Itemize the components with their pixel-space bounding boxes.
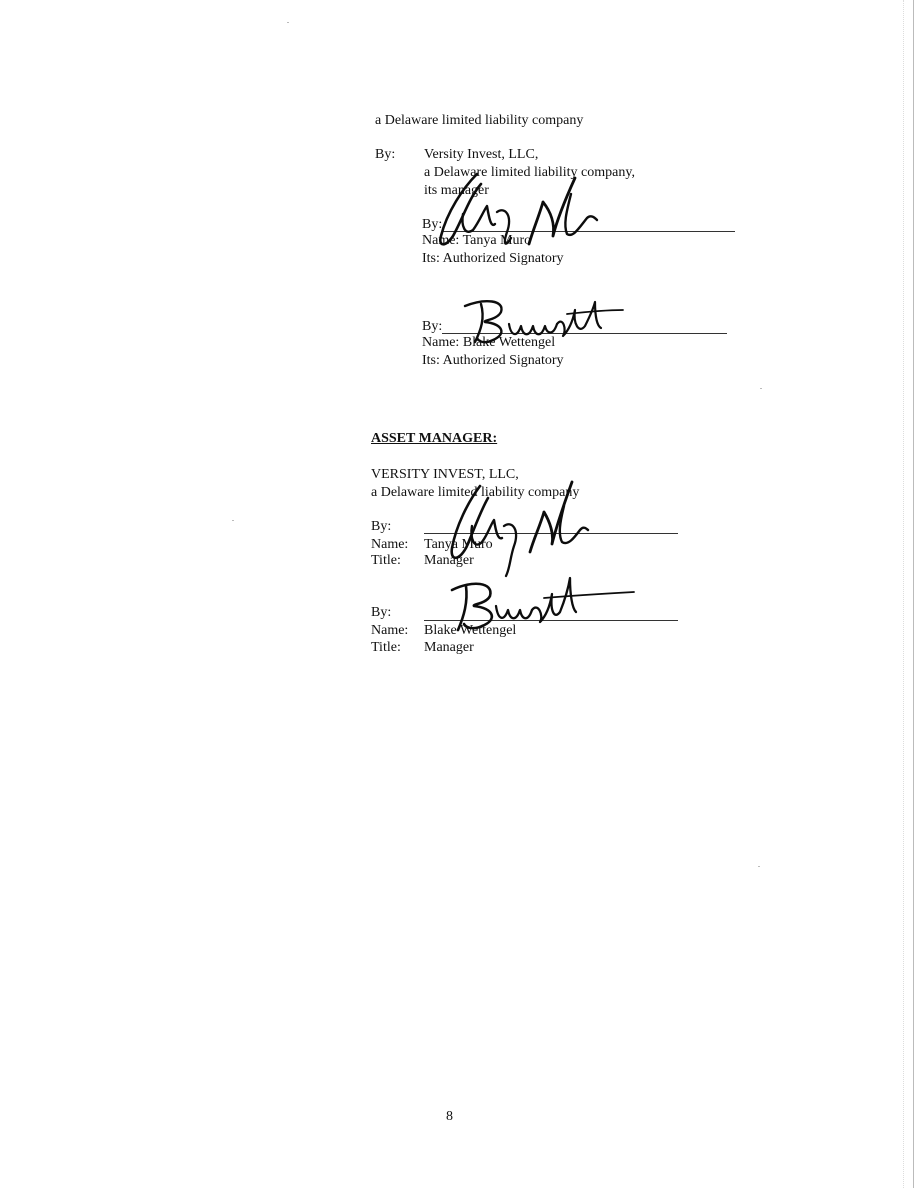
page-number: 8 [446, 1109, 453, 1124]
title-label: Title: [371, 640, 401, 655]
signature-by-label: By: [422, 319, 443, 334]
by-label: By: [375, 147, 396, 162]
title-label: Title: [371, 553, 401, 568]
scan-edge-faint [903, 0, 904, 1188]
scan-speck [232, 520, 234, 521]
scan-speck [287, 22, 289, 23]
scan-edge [913, 0, 914, 1188]
signer-name: Tanya Muro [424, 537, 493, 552]
entity-description: a Delaware limited liability company [371, 485, 580, 500]
signature-tanya-muro [425, 152, 605, 262]
company-description: a Delaware limited liability company [375, 113, 584, 128]
signer-title: Manager [424, 640, 474, 655]
signer-role: Its: Authorized Signatory [422, 353, 564, 368]
entity-name: VERSITY INVEST, LLC, [371, 467, 519, 482]
signature-blake-wettengel [455, 290, 625, 350]
scan-speck [760, 388, 762, 389]
asset-manager-heading: ASSET MANAGER: [371, 431, 498, 446]
signer-title: Manager [424, 553, 474, 568]
entity-role: its manager [424, 183, 489, 198]
signature-blake-wettengel [448, 572, 638, 636]
signer-name: Blake Wettengel [424, 623, 517, 638]
signer-role: Its: Authorized Signatory [422, 251, 564, 266]
entity-description: a Delaware limited liability company, [424, 165, 635, 180]
by-label: By: [371, 605, 392, 620]
signature-by-label: By: [422, 217, 443, 232]
signer-name: Name: Tanya Muro [422, 233, 532, 248]
scan-speck [758, 866, 760, 867]
by-label: By: [371, 519, 392, 534]
entity-name: Versity Invest, LLC, [424, 147, 539, 162]
name-label: Name: [371, 623, 409, 638]
signature-tanya-muro [440, 468, 590, 580]
name-label: Name: [371, 537, 409, 552]
signer-name: Name: Blake Wettengel [422, 335, 556, 350]
